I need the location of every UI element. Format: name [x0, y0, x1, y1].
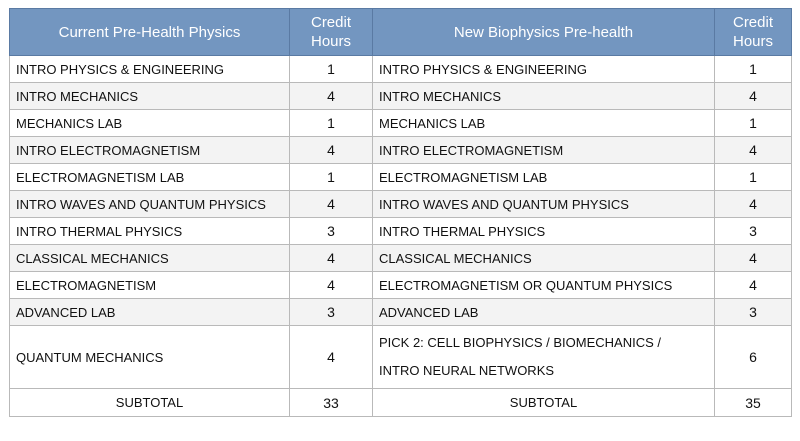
course-comparison-table — [9, 8, 792, 417]
current-course-cell: MECHANICS LAB — [10, 110, 290, 137]
new-course-cell: INTRO WAVES AND QUANTUM PHYSICS — [373, 191, 715, 218]
new-course-cell: ADVANCED LAB — [373, 299, 715, 326]
current-course-cell: INTRO MECHANICS — [10, 83, 290, 110]
current-hours-cell: 3 — [290, 218, 373, 245]
current-course-cell: ELECTROMAGNETISM — [10, 272, 290, 299]
new-course-cell-multiline — [373, 326, 715, 389]
current-course-cell: INTRO PHYSICS & ENGINEERING — [10, 56, 290, 83]
new-course-cell: ELECTROMAGNETISM LAB — [373, 164, 715, 191]
subtotal-row — [10, 389, 792, 417]
new-hours-cell: 4 — [715, 245, 792, 272]
new-course-cell: CLASSICAL MECHANICS — [373, 245, 715, 272]
table-row — [10, 56, 792, 83]
current-hours-cell: 4 — [290, 83, 373, 110]
table-row — [10, 191, 792, 218]
new-course-cell: MECHANICS LAB — [373, 110, 715, 137]
current-course-cell: INTRO ELECTROMAGNETISM — [10, 137, 290, 164]
current-course-cell: INTRO WAVES AND QUANTUM PHYSICS — [10, 191, 290, 218]
new-subtotal-hours: 35 — [715, 389, 792, 417]
current-subtotal-label: SUBTOTAL — [10, 389, 290, 417]
new-course-cell: ELECTROMAGNETISM OR QUANTUM PHYSICS — [373, 272, 715, 299]
new-hours-cell: 6 — [715, 326, 792, 389]
current-hours-cell: 3 — [290, 299, 373, 326]
current-course-cell: ADVANCED LAB — [10, 299, 290, 326]
new-hours-cell: 4 — [715, 191, 792, 218]
header-new-hours: Credit Hours — [715, 9, 792, 56]
current-hours-cell: 1 — [290, 56, 373, 83]
table-row — [10, 164, 792, 191]
current-hours-cell: 1 — [290, 164, 373, 191]
new-course-cell: INTRO PHYSICS & ENGINEERING — [373, 56, 715, 83]
table-row — [10, 218, 792, 245]
header-current-course: Current Pre-Health Physics — [10, 9, 290, 56]
new-hours-cell: 3 — [715, 299, 792, 326]
current-hours-cell: 4 — [290, 245, 373, 272]
current-course-cell: INTRO THERMAL PHYSICS — [10, 218, 290, 245]
header-current-hours: Credit Hours — [290, 9, 373, 56]
table-row — [10, 137, 792, 164]
table-row — [10, 299, 792, 326]
new-hours-cell: 4 — [715, 83, 792, 110]
current-hours-cell: 4 — [290, 191, 373, 218]
new-hours-cell: 3 — [715, 218, 792, 245]
new-course-cell: INTRO MECHANICS — [373, 83, 715, 110]
current-course-cell: CLASSICAL MECHANICS — [10, 245, 290, 272]
table-row — [10, 326, 792, 389]
current-hours-cell: 1 — [290, 110, 373, 137]
table-row — [10, 272, 792, 299]
new-hours-cell: 1 — [715, 110, 792, 137]
current-course-cell: QUANTUM MECHANICS — [10, 326, 290, 389]
current-course-cell: ELECTROMAGNETISM LAB — [10, 164, 290, 191]
new-course-line-1: PICK 2: CELL BIOPHYSICS / BIOMECHANICS / — [379, 335, 661, 350]
new-hours-cell: 1 — [715, 56, 792, 83]
course-comparison-table-wrapper — [9, 8, 792, 417]
new-hours-cell: 1 — [715, 164, 792, 191]
new-course-cell: INTRO ELECTROMAGNETISM — [373, 137, 715, 164]
header-new-course: New Biophysics Pre-health — [373, 9, 715, 56]
table-row — [10, 110, 792, 137]
new-subtotal-label: SUBTOTAL — [373, 389, 715, 417]
table-row — [10, 83, 792, 110]
current-subtotal-hours: 33 — [290, 389, 373, 417]
new-hours-cell: 4 — [715, 137, 792, 164]
table-row — [10, 245, 792, 272]
new-course-line-2: INTRO NEURAL NETWORKS — [379, 363, 555, 378]
new-course-cell: INTRO THERMAL PHYSICS — [373, 218, 715, 245]
current-hours-cell: 4 — [290, 272, 373, 299]
current-hours-cell: 4 — [290, 326, 373, 389]
table-header-row — [10, 9, 792, 56]
new-hours-cell: 4 — [715, 272, 792, 299]
current-hours-cell: 4 — [290, 137, 373, 164]
